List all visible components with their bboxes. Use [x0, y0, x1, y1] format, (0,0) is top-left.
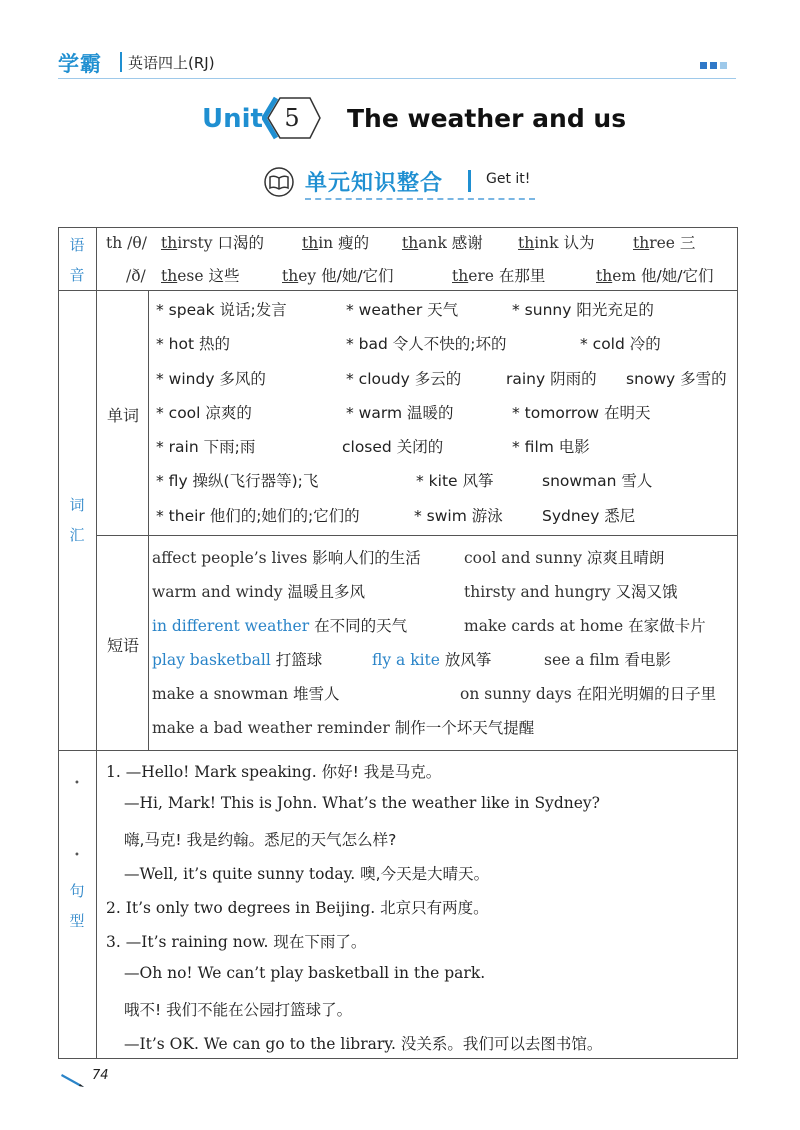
phonetics-row-1: th /θ/ thirsty 口渴的 thin 瘦的 thank 感谢 think 认为 three 三: [106, 234, 696, 252]
word-row: [156, 300, 734, 320]
header-rule: [58, 78, 736, 79]
phrase-row: [152, 616, 734, 636]
unit-title: The weather and us: [347, 104, 627, 133]
sentence-line: 1. —Hello! Mark speaking. 你好! 我是马克。: [106, 763, 442, 781]
word-row: [156, 506, 734, 526]
word-item: rainy 阴雨的: [506, 370, 597, 388]
table-category-divider: [96, 227, 97, 1059]
word-item: * film 电影: [512, 438, 590, 456]
word-item: * warm 温暖的: [346, 404, 454, 422]
sentence-line: —Hi, Mark! This is John. What’s the weather like in Sydney?: [124, 794, 600, 812]
phonetic-item: these 这些: [161, 267, 240, 285]
subcategory-words: 单词: [106, 406, 139, 425]
word-item: * cloudy 多云的: [346, 370, 462, 388]
phrase-row: [152, 582, 734, 602]
section-heading-english: Get it!: [486, 171, 531, 187]
phonetic-item: they 他/她/它们: [282, 267, 394, 285]
word-item: * fly 操纵(飞行器等);飞: [156, 472, 319, 490]
phrase-row: [152, 718, 734, 738]
word-item: * rain 下雨;雨: [156, 438, 256, 456]
word-item: * cool 凉爽的: [156, 404, 252, 422]
header-squares-decoration: [700, 62, 727, 69]
open-book-icon: [262, 167, 296, 197]
subcategory-phrases: 短语: [106, 636, 139, 655]
sentence-line: 3. —It’s raining now. 现在下雨了。: [106, 933, 367, 951]
phrase-item: fly a kite 放风筝: [372, 651, 492, 669]
phonetics-row-2: /ð/ these 这些 they 他/她/它们 there 在那里 them 他/她/它们: [126, 267, 714, 285]
table-row-divider-phonetics: [58, 290, 738, 291]
brand-logo: 学霸: [58, 52, 102, 76]
phrase-item: thirsty and hungry 又渴又饿: [464, 583, 678, 601]
word-item: * cold 冷的: [580, 335, 661, 353]
table-subcategory-divider: [148, 290, 149, 750]
phrase-item: on sunny days 在阳光明媚的日子里: [460, 685, 717, 703]
phrase-item: play basketball 打篮球: [152, 651, 323, 669]
category-phonetics: 语 音: [69, 236, 85, 284]
book-title: 英语四上(RJ): [128, 54, 215, 72]
phrase-row: [152, 650, 734, 670]
section-heading-divider: [468, 170, 471, 192]
category-sentences: 句 型: [69, 882, 85, 930]
word-item: * bad 令人不快的;坏的: [346, 335, 507, 353]
phonetic-item: there 在那里: [452, 267, 546, 285]
sentence-line: —Oh no! We can’t play basketball in the park.: [124, 964, 486, 982]
phrase-row: [152, 684, 734, 704]
word-item: snowy 多雪的: [626, 370, 727, 388]
phonetic-item: thirsty 口渴的: [161, 234, 264, 252]
phrase-item: make a snowman 堆雪人: [152, 685, 340, 703]
word-row: [156, 437, 734, 457]
phonetic-item: think 认为: [518, 234, 595, 252]
word-item: * hot 热的: [156, 335, 230, 353]
section-heading-underline: [305, 198, 535, 200]
phrase-item: see a film 看电影: [544, 651, 671, 669]
unit-label: Unit: [202, 104, 263, 134]
word-item: closed 关闭的: [342, 438, 444, 456]
word-item: * tomorrow 在明天: [512, 404, 651, 422]
pencil-icon: [60, 1070, 86, 1088]
word-row: [156, 403, 734, 423]
category-decoration-dot: •: [74, 850, 80, 861]
sentence-line: —It’s OK. We can go to the library. 没关系。我们可以去图书馆。: [124, 1035, 603, 1053]
phrase-item: make cards at home 在家做卡片: [464, 617, 706, 635]
sentence-line: 嗨,马克! 我是约翰。悉尼的天气怎么样?: [124, 831, 397, 849]
word-item: * their 他们的;她们的;它们的: [156, 507, 360, 525]
phonetic-item: them 他/她/它们: [596, 267, 714, 285]
unit-number: 5: [284, 104, 300, 132]
phrase-item: in different weather 在不同的天气: [152, 617, 408, 635]
word-item: Sydney 悉尼: [542, 507, 636, 525]
category-vocabulary: 词 汇: [69, 496, 85, 544]
sentence-line: —Well, it’s quite sunny today. 噢,今天是大晴天。: [124, 865, 490, 883]
word-item: * speak 说话;发言: [156, 301, 287, 319]
table-row-divider-vocabulary: [58, 750, 738, 751]
word-item: * weather 天气: [346, 301, 459, 319]
phrase-item: cool and sunny 凉爽且晴朗: [464, 549, 665, 567]
word-item: * windy 多风的: [156, 370, 266, 388]
phonetic-item: thank 感谢: [402, 234, 483, 252]
word-row: [156, 369, 734, 389]
word-item: snowman 雪人: [542, 472, 653, 490]
phonetic-item: three 三: [633, 234, 696, 252]
page-number: 74: [92, 1068, 109, 1083]
word-row: [156, 334, 734, 354]
table-row-divider-words: [96, 535, 738, 536]
phonetic-item: thin 瘦的: [302, 234, 370, 252]
phrase-row: [152, 548, 734, 568]
section-heading: 单元知识整合: [305, 171, 444, 196]
phrase-item: warm and windy 温暖且多风: [152, 583, 365, 601]
word-item: * kite 风筝: [416, 472, 494, 490]
phrase-item: affect people’s lives 影响人们的生活: [152, 549, 421, 567]
brand-divider: [120, 52, 122, 72]
sentence-line: 哦不! 我们不能在公园打篮球了。: [124, 1001, 353, 1019]
category-decoration-dot: •: [74, 778, 80, 789]
word-item: * swim 游泳: [414, 507, 503, 525]
sentence-line: 2. It’s only two degrees in Beijing. 北京只有两度。: [106, 899, 489, 917]
word-item: * sunny 阳光充足的: [512, 301, 654, 319]
phrase-item: make a bad weather reminder 制作一个坏天气提醒: [152, 719, 535, 737]
word-row: [156, 471, 734, 491]
